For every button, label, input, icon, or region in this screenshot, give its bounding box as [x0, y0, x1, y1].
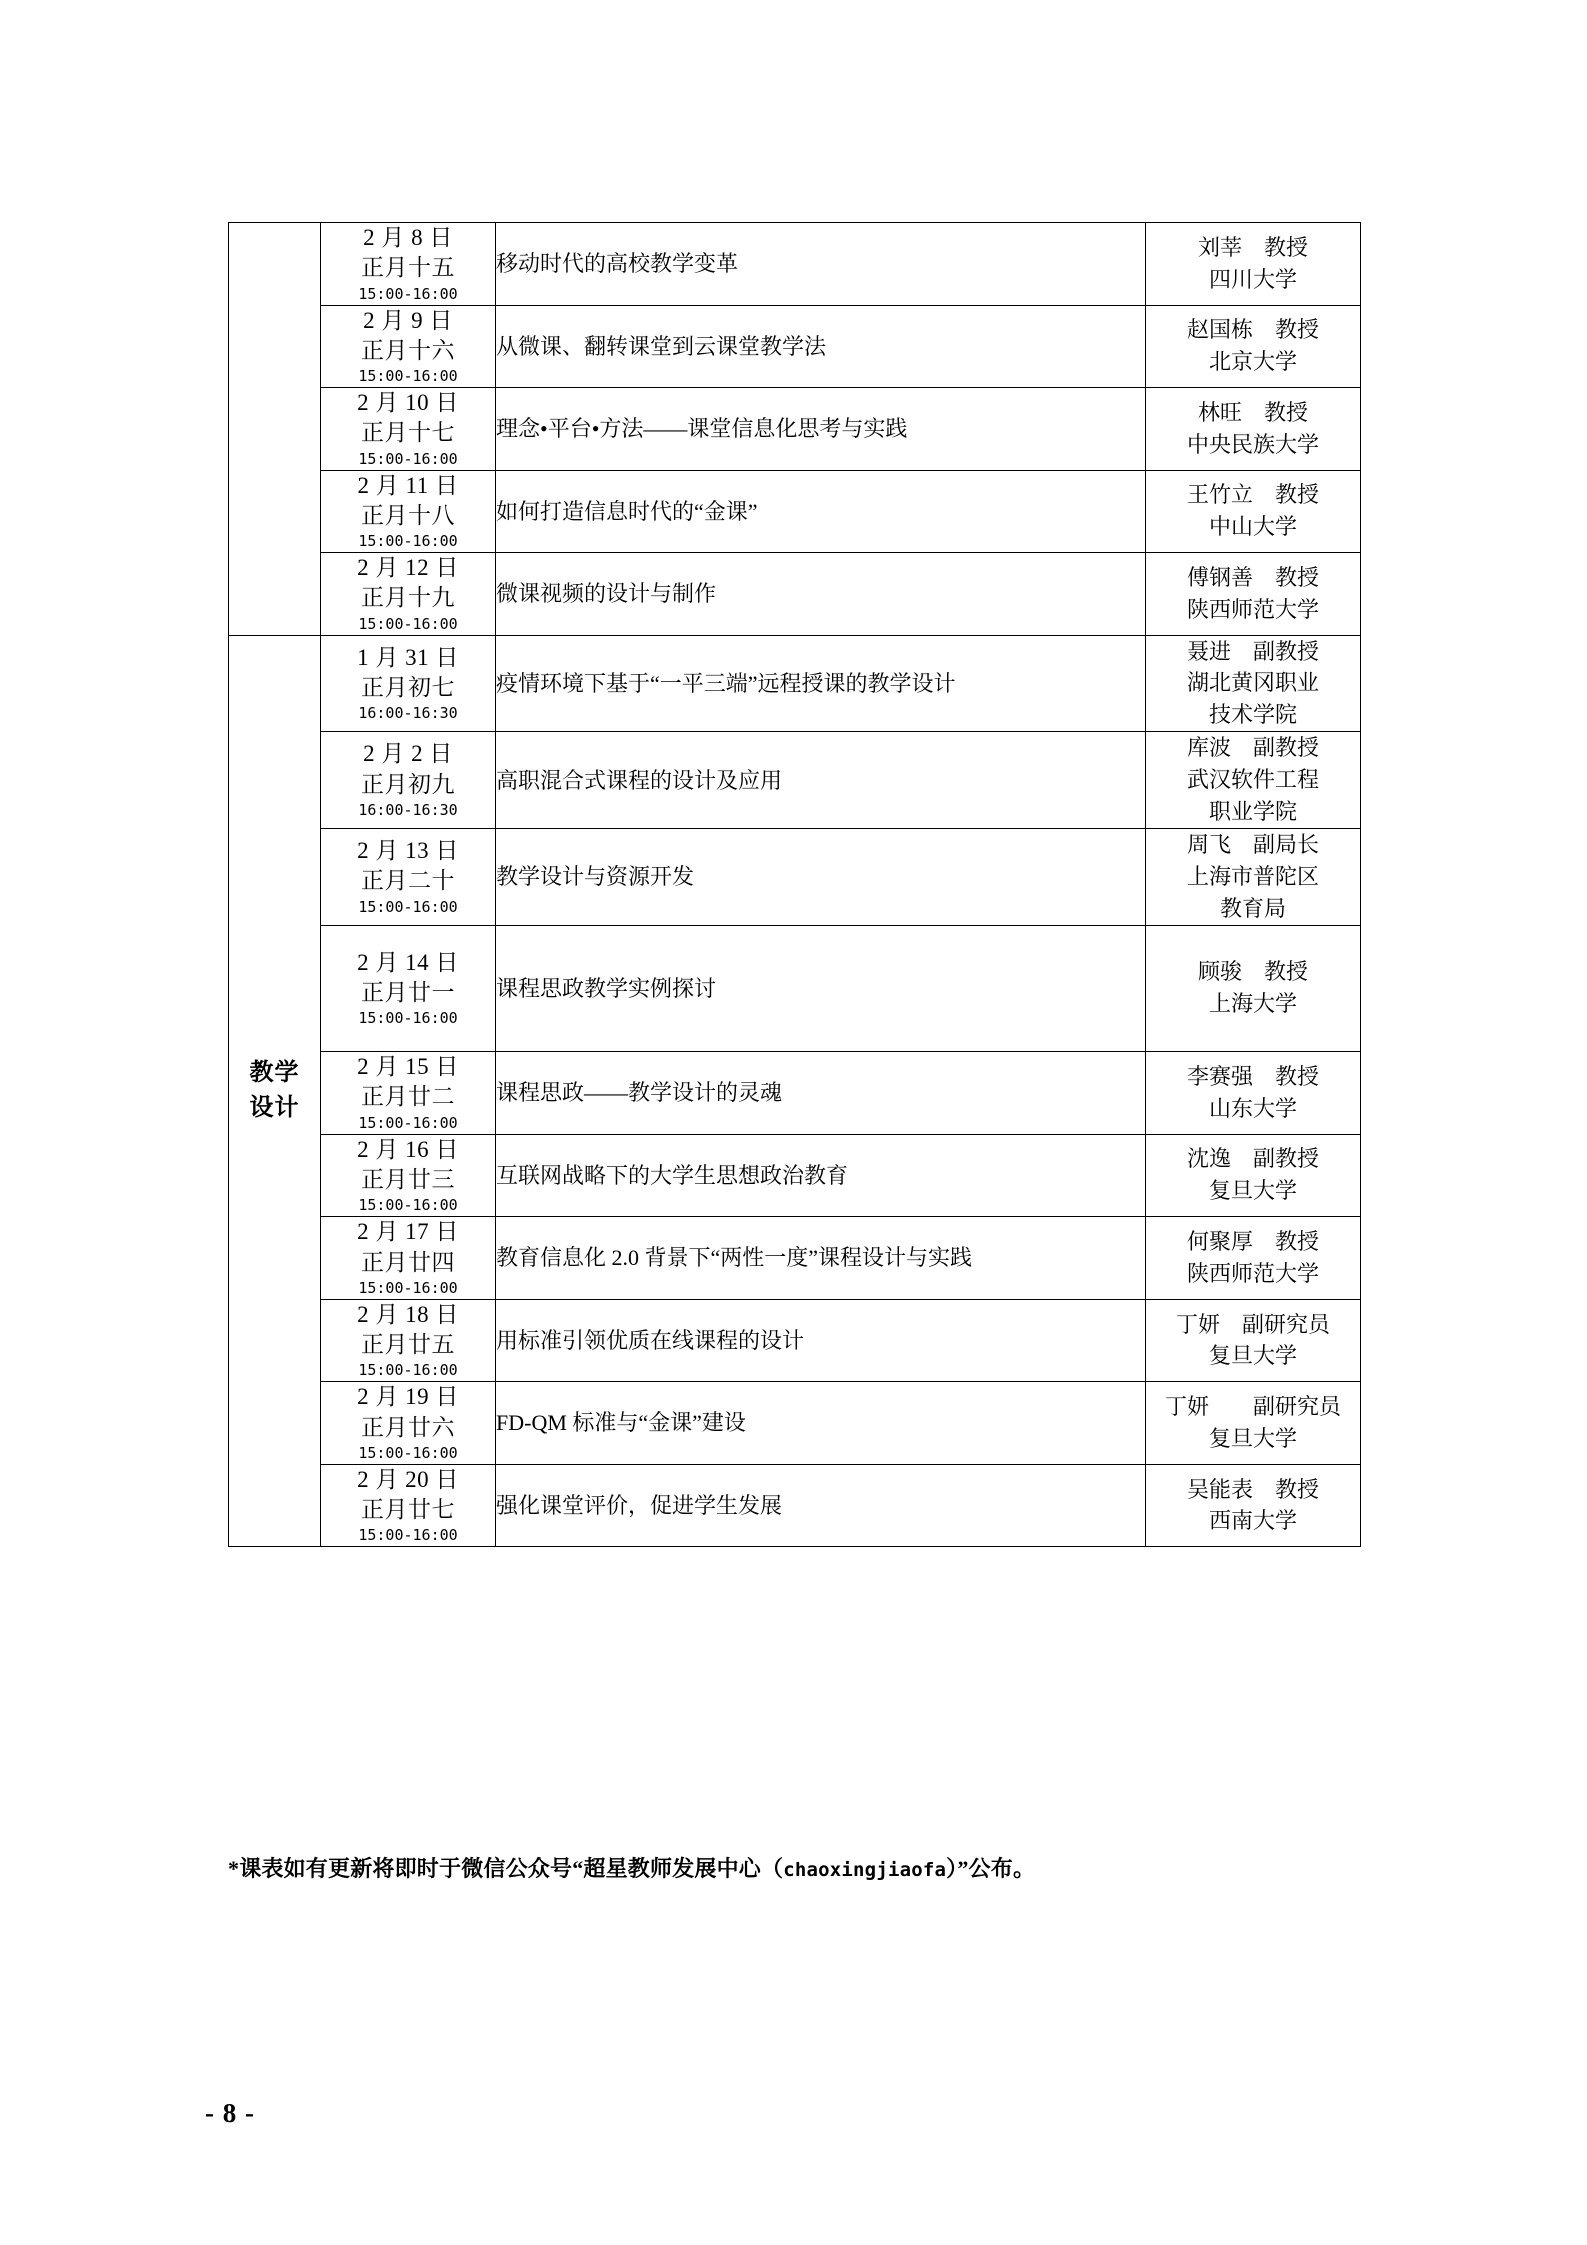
time-text: 15:00-16:00	[358, 367, 458, 386]
footnote-account-id: chaoxingjiaofa	[783, 1859, 947, 1881]
table-row	[229, 1382, 1361, 1465]
date-text: 2 月 16 日	[357, 1136, 459, 1162]
date-cell	[321, 828, 496, 925]
table-row	[229, 388, 1361, 471]
category-cell-instructional-design	[229, 635, 321, 1547]
speaker-name: 丁妍 副研究员	[1164, 1394, 1341, 1420]
speaker-name: 沈逸 副教授	[1186, 1146, 1319, 1172]
speaker-cell	[1146, 1134, 1361, 1217]
speaker-affiliation: 武汉软件工程	[1186, 767, 1319, 793]
speaker-cell	[1146, 732, 1361, 829]
speaker-affiliation: 北京大学	[1208, 349, 1297, 375]
speaker-name: 傅钢善 教授	[1186, 564, 1319, 590]
time-text: 15:00-16:00	[358, 897, 458, 916]
topic-cell: 用标准引领优质在线课程的设计	[496, 1299, 1146, 1382]
date-text: 2 月 2 日	[363, 741, 453, 767]
speaker-cell	[1146, 635, 1361, 732]
speaker-name: 刘莘 教授	[1197, 234, 1308, 260]
lunar-date-text: 正月廿五	[361, 1332, 455, 1358]
date-cell	[321, 1217, 496, 1300]
time-text: 15:00-16:00	[358, 614, 458, 633]
date-cell	[321, 1464, 496, 1547]
speaker-affiliation: 西南大学	[1208, 1508, 1297, 1534]
date-text: 2 月 8 日	[363, 225, 453, 250]
date-cell	[321, 470, 496, 553]
date-text: 2 月 20 日	[357, 1466, 459, 1492]
date-text: 2 月 11 日	[357, 472, 459, 498]
date-cell	[321, 553, 496, 636]
topic-cell: 理念•平台•方法——课堂信息化思考与实践	[496, 388, 1146, 471]
speaker-name: 顾骏 教授	[1197, 959, 1308, 985]
speaker-cell	[1146, 223, 1361, 306]
date-cell	[321, 223, 496, 306]
topic-cell: 高职混合式课程的设计及应用	[496, 732, 1146, 829]
time-text: 15:00-16:00	[358, 284, 458, 303]
time-text: 15:00-16:00	[358, 1361, 458, 1380]
footnote	[228, 1852, 1035, 1883]
speaker-cell	[1146, 305, 1361, 388]
lunar-date-text: 正月初七	[361, 675, 455, 701]
speaker-name: 何聚厚 教授	[1186, 1229, 1319, 1254]
speaker-name: 吴能表 教授	[1186, 1476, 1319, 1502]
date-cell	[321, 635, 496, 732]
lunar-date-text: 正月初九	[361, 771, 455, 797]
category-label-line1: 教学	[249, 1060, 300, 1087]
speaker-cell	[1146, 925, 1361, 1052]
speaker-cell	[1146, 1299, 1361, 1382]
time-text: 16:00-16:30	[358, 801, 458, 820]
lunar-date-text: 正月廿一	[361, 979, 455, 1005]
speaker-name: 丁妍 副研究员	[1175, 1311, 1330, 1337]
lunar-date-text: 正月十五	[361, 255, 455, 281]
table-row	[229, 1299, 1361, 1382]
time-text: 15:00-16:00	[358, 449, 458, 468]
date-text: 2 月 9 日	[363, 307, 453, 333]
topic-cell: FD-QM 标准与“金课”建设	[496, 1382, 1146, 1465]
speaker-name: 赵国栋 教授	[1186, 317, 1319, 343]
date-text: 2 月 15 日	[357, 1054, 459, 1080]
table-row	[229, 732, 1361, 829]
lunar-date-text: 正月十七	[361, 420, 455, 446]
topic-cell: 疫情环境下基于“一平三端”远程授课的教学设计	[496, 635, 1146, 732]
topic-cell: 强化课堂评价，促进学生发展	[496, 1464, 1146, 1547]
footnote-tail: ）”公布。	[946, 1856, 1036, 1881]
speaker-affiliation: 复旦大学	[1208, 1343, 1297, 1369]
footnote-text: *课表如有更新将即时于微信公众号“超星教师发展中心（	[228, 1856, 784, 1881]
speaker-affiliation-line2: 职业学院	[1208, 799, 1297, 825]
speaker-affiliation: 山东大学	[1208, 1095, 1297, 1121]
date-cell	[321, 1299, 496, 1382]
topic-cell: 从微课、翻转课堂到云课堂教学法	[496, 305, 1146, 388]
speaker-cell	[1146, 1052, 1361, 1135]
table-row	[229, 553, 1361, 636]
topic-cell: 微课视频的设计与制作	[496, 553, 1146, 636]
speaker-affiliation: 四川大学	[1208, 266, 1297, 292]
date-text: 2 月 13 日	[357, 838, 459, 863]
table-row	[229, 925, 1361, 1052]
date-cell	[321, 1382, 496, 1465]
course-schedule-table	[228, 222, 1361, 1547]
speaker-affiliation: 上海市普陀区	[1186, 863, 1319, 889]
table-row	[229, 1052, 1361, 1135]
speaker-cell	[1146, 1464, 1361, 1547]
lunar-date-text: 正月十九	[361, 585, 455, 611]
lunar-date-text: 正月十八	[361, 502, 455, 528]
speaker-name: 林旺 教授	[1197, 399, 1308, 425]
category-label-line2: 设计	[249, 1094, 300, 1121]
lunar-date-text: 正月廿七	[361, 1497, 455, 1523]
category-cell-blank	[229, 223, 321, 636]
table-row	[229, 305, 1361, 388]
time-text: 15:00-16:00	[358, 532, 458, 551]
table-row	[229, 223, 1361, 306]
speaker-affiliation: 复旦大学	[1208, 1178, 1297, 1204]
speaker-name: 李赛强 教授	[1186, 1063, 1319, 1089]
speaker-affiliation: 陕西师范大学	[1186, 596, 1319, 622]
date-text: 2 月 12 日	[357, 555, 459, 581]
time-text: 15:00-16:00	[358, 1196, 458, 1215]
date-text: 2 月 19 日	[357, 1384, 459, 1410]
table-row	[229, 828, 1361, 925]
date-cell	[321, 388, 496, 471]
date-text: 2 月 17 日	[357, 1219, 459, 1245]
topic-cell: 如何打造信息时代的“金课”	[496, 470, 1146, 553]
time-text: 16:00-16:30	[358, 704, 458, 723]
speaker-name: 王竹立 教授	[1186, 482, 1319, 508]
page-number: - 8 -	[205, 2098, 255, 2128]
topic-cell: 课程思政——教学设计的灵魂	[496, 1052, 1146, 1135]
lunar-date-text: 正月十六	[361, 337, 455, 363]
time-text: 15:00-16:00	[358, 1113, 458, 1132]
time-text: 15:00-16:00	[358, 1526, 458, 1545]
speaker-name: 聂进 副教授	[1186, 638, 1319, 664]
topic-cell: 互联网战略下的大学生思想政治教育	[496, 1134, 1146, 1217]
speaker-affiliation-line2: 教育局	[1219, 895, 1286, 921]
date-text: 1 月 31 日	[357, 644, 459, 670]
topic-cell: 课程思政教学实例探讨	[496, 925, 1146, 1052]
table-row	[229, 635, 1361, 732]
date-cell	[321, 1134, 496, 1217]
date-text: 2 月 10 日	[357, 390, 459, 416]
speaker-cell	[1146, 1217, 1361, 1300]
speaker-cell	[1146, 828, 1361, 925]
speaker-affiliation: 复旦大学	[1208, 1425, 1297, 1451]
table-row	[229, 1217, 1361, 1300]
speaker-affiliation: 湖北黄冈职业	[1186, 670, 1319, 696]
speaker-affiliation: 中山大学	[1208, 514, 1297, 540]
lunar-date-text: 正月廿四	[361, 1249, 455, 1275]
lunar-date-text: 正月二十	[361, 868, 455, 894]
date-cell	[321, 732, 496, 829]
speaker-affiliation-line2: 技术学院	[1208, 702, 1297, 728]
date-text: 2 月 18 日	[357, 1301, 459, 1327]
speaker-cell	[1146, 553, 1361, 636]
topic-cell: 教学设计与资源开发	[496, 828, 1146, 925]
table-row	[229, 1464, 1361, 1547]
speaker-name: 库波 副教授	[1186, 735, 1319, 761]
lunar-date-text: 正月廿六	[361, 1414, 455, 1440]
lunar-date-text: 正月廿三	[361, 1166, 455, 1192]
date-text: 2 月 14 日	[357, 949, 459, 975]
time-text: 15:00-16:00	[358, 1009, 458, 1028]
topic-cell: 移动时代的高校教学变革	[496, 223, 1146, 306]
table-row	[229, 1134, 1361, 1217]
time-text: 15:00-16:00	[358, 1443, 458, 1462]
speaker-cell	[1146, 388, 1361, 471]
speaker-cell	[1146, 1382, 1361, 1465]
speaker-affiliation: 中央民族大学	[1186, 431, 1319, 457]
lunar-date-text: 正月廿二	[361, 1084, 455, 1110]
time-text: 15:00-16:00	[358, 1278, 458, 1297]
speaker-affiliation: 陕西师范大学	[1186, 1260, 1319, 1286]
speaker-affiliation: 上海大学	[1208, 991, 1297, 1017]
topic-cell: 教育信息化 2.0 背景下“两性一度”课程设计与实践	[496, 1217, 1146, 1300]
speaker-name: 周飞 副局长	[1186, 831, 1319, 857]
speaker-cell	[1146, 470, 1361, 553]
table-row	[229, 470, 1361, 553]
date-cell	[321, 305, 496, 388]
date-cell	[321, 925, 496, 1052]
date-cell	[321, 1052, 496, 1135]
